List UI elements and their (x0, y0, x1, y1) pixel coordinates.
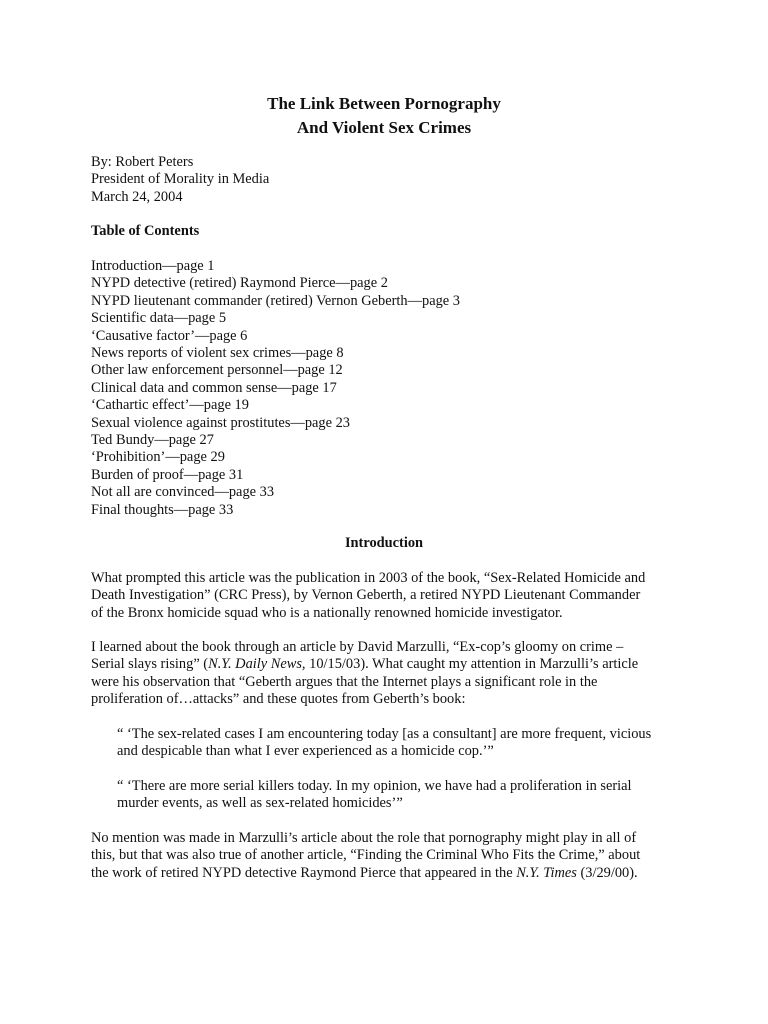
quote-line: “ ‘There are more serial killers today. In my opinion, we have had a proliferation in serial (117, 778, 632, 794)
text-run: (3/29/00). (576, 864, 638, 881)
author-title-line: President of Morality in Media (91, 171, 270, 188)
toc-item: Scientific data—page 5 (91, 310, 227, 327)
paragraph-line: No mention was made in Marzulli’s article about the role that pornography might play in all of (91, 830, 637, 846)
quote-line: and despicable than what I ever experienced as a homicide cop.’” (117, 743, 494, 760)
paragraph-line: proliferation of…attacks” and these quotes from Geberth’s book: (91, 691, 466, 708)
date-line: March 24, 2004 (91, 188, 183, 205)
title-line-1: The Link Between Pornography (267, 94, 501, 113)
author-line: By: Robert Peters (91, 154, 194, 170)
block-quote-1 (117, 726, 707, 761)
quote-line: murder events, as well as sex-related homicides’” (117, 795, 403, 812)
paragraph-line: were his observation that “Geberth argues that the Internet plays a significant role in the (91, 673, 598, 690)
table-of-contents (91, 258, 691, 519)
newspaper-title: N.Y. Daily News, (208, 656, 306, 673)
paragraph-line (91, 656, 691, 673)
toc-item: ‘Cathartic effect’—page 19 (91, 397, 249, 414)
toc-item: Other law enforcement personnel—page 12 (91, 362, 343, 379)
toc-item: Introduction—page 1 (91, 258, 215, 274)
quote-line: “ ‘The sex-related cases I am encountering today [as a consultant] are more frequent, vicious (117, 726, 652, 742)
toc-item: Clinical data and common sense—page 17 (91, 379, 337, 396)
introduction-heading: Introduction (344, 535, 424, 551)
newspaper-title: N.Y. Times (516, 864, 577, 881)
toc-item: ‘Causative factor’—page 6 (91, 327, 248, 344)
toc-item: ‘Prohibition’—page 29 (91, 449, 225, 466)
paragraph-1 (91, 570, 691, 622)
toc-item: NYPD detective (retired) Raymond Pierce—page 2 (91, 275, 388, 292)
paragraph-line: this, but that was also true of another article, “Finding the Criminal Who Fits the Crime,” about (91, 847, 641, 864)
paragraph-3 (91, 830, 691, 882)
block-quote-2 (117, 778, 707, 813)
byline (91, 154, 691, 206)
paragraph-line: I learned about the book through an article by David Marzulli, “Ex-cop’s gloomy on crime – (91, 639, 624, 655)
text-run: 10/15/03). What caught my attention in Marzulli’s article (305, 656, 639, 673)
toc-item: NYPD lieutenant commander (retired) Vernon Geberth—page 3 (91, 292, 460, 309)
text-run: Serial slays rising” ( (91, 656, 209, 673)
toc-heading: Table of Contents (91, 223, 200, 239)
paragraph-line: of the Bronx homicide squad who is a nationally renowned homicide investigator. (91, 604, 563, 621)
title-line-2: And Violent Sex Crimes (296, 118, 472, 137)
toc-item: Sexual violence against prostitutes—page 23 (91, 414, 350, 431)
toc-item: Final thoughts—page 33 (91, 501, 234, 518)
toc-item: Ted Bundy—page 27 (91, 432, 214, 449)
text-run: the work of retired NYPD detective Raymond Pierce that appeared in the (91, 864, 517, 881)
paragraph-line: Death Investigation” (CRC Press), by Vernon Geberth, a retired NYPD Lieutenant Commander (91, 587, 641, 604)
toc-item: Not all are convinced—page 33 (91, 484, 275, 501)
toc-item: News reports of violent sex crimes—page 8 (91, 345, 344, 362)
paragraph-2 (91, 639, 691, 709)
document-title (0, 92, 768, 140)
paragraph-line (91, 865, 691, 882)
paragraph-line: What prompted this article was the publication in 2003 of the book, “Sex-Related Homicide and (91, 570, 646, 586)
toc-item: Burden of proof—page 31 (91, 466, 244, 483)
